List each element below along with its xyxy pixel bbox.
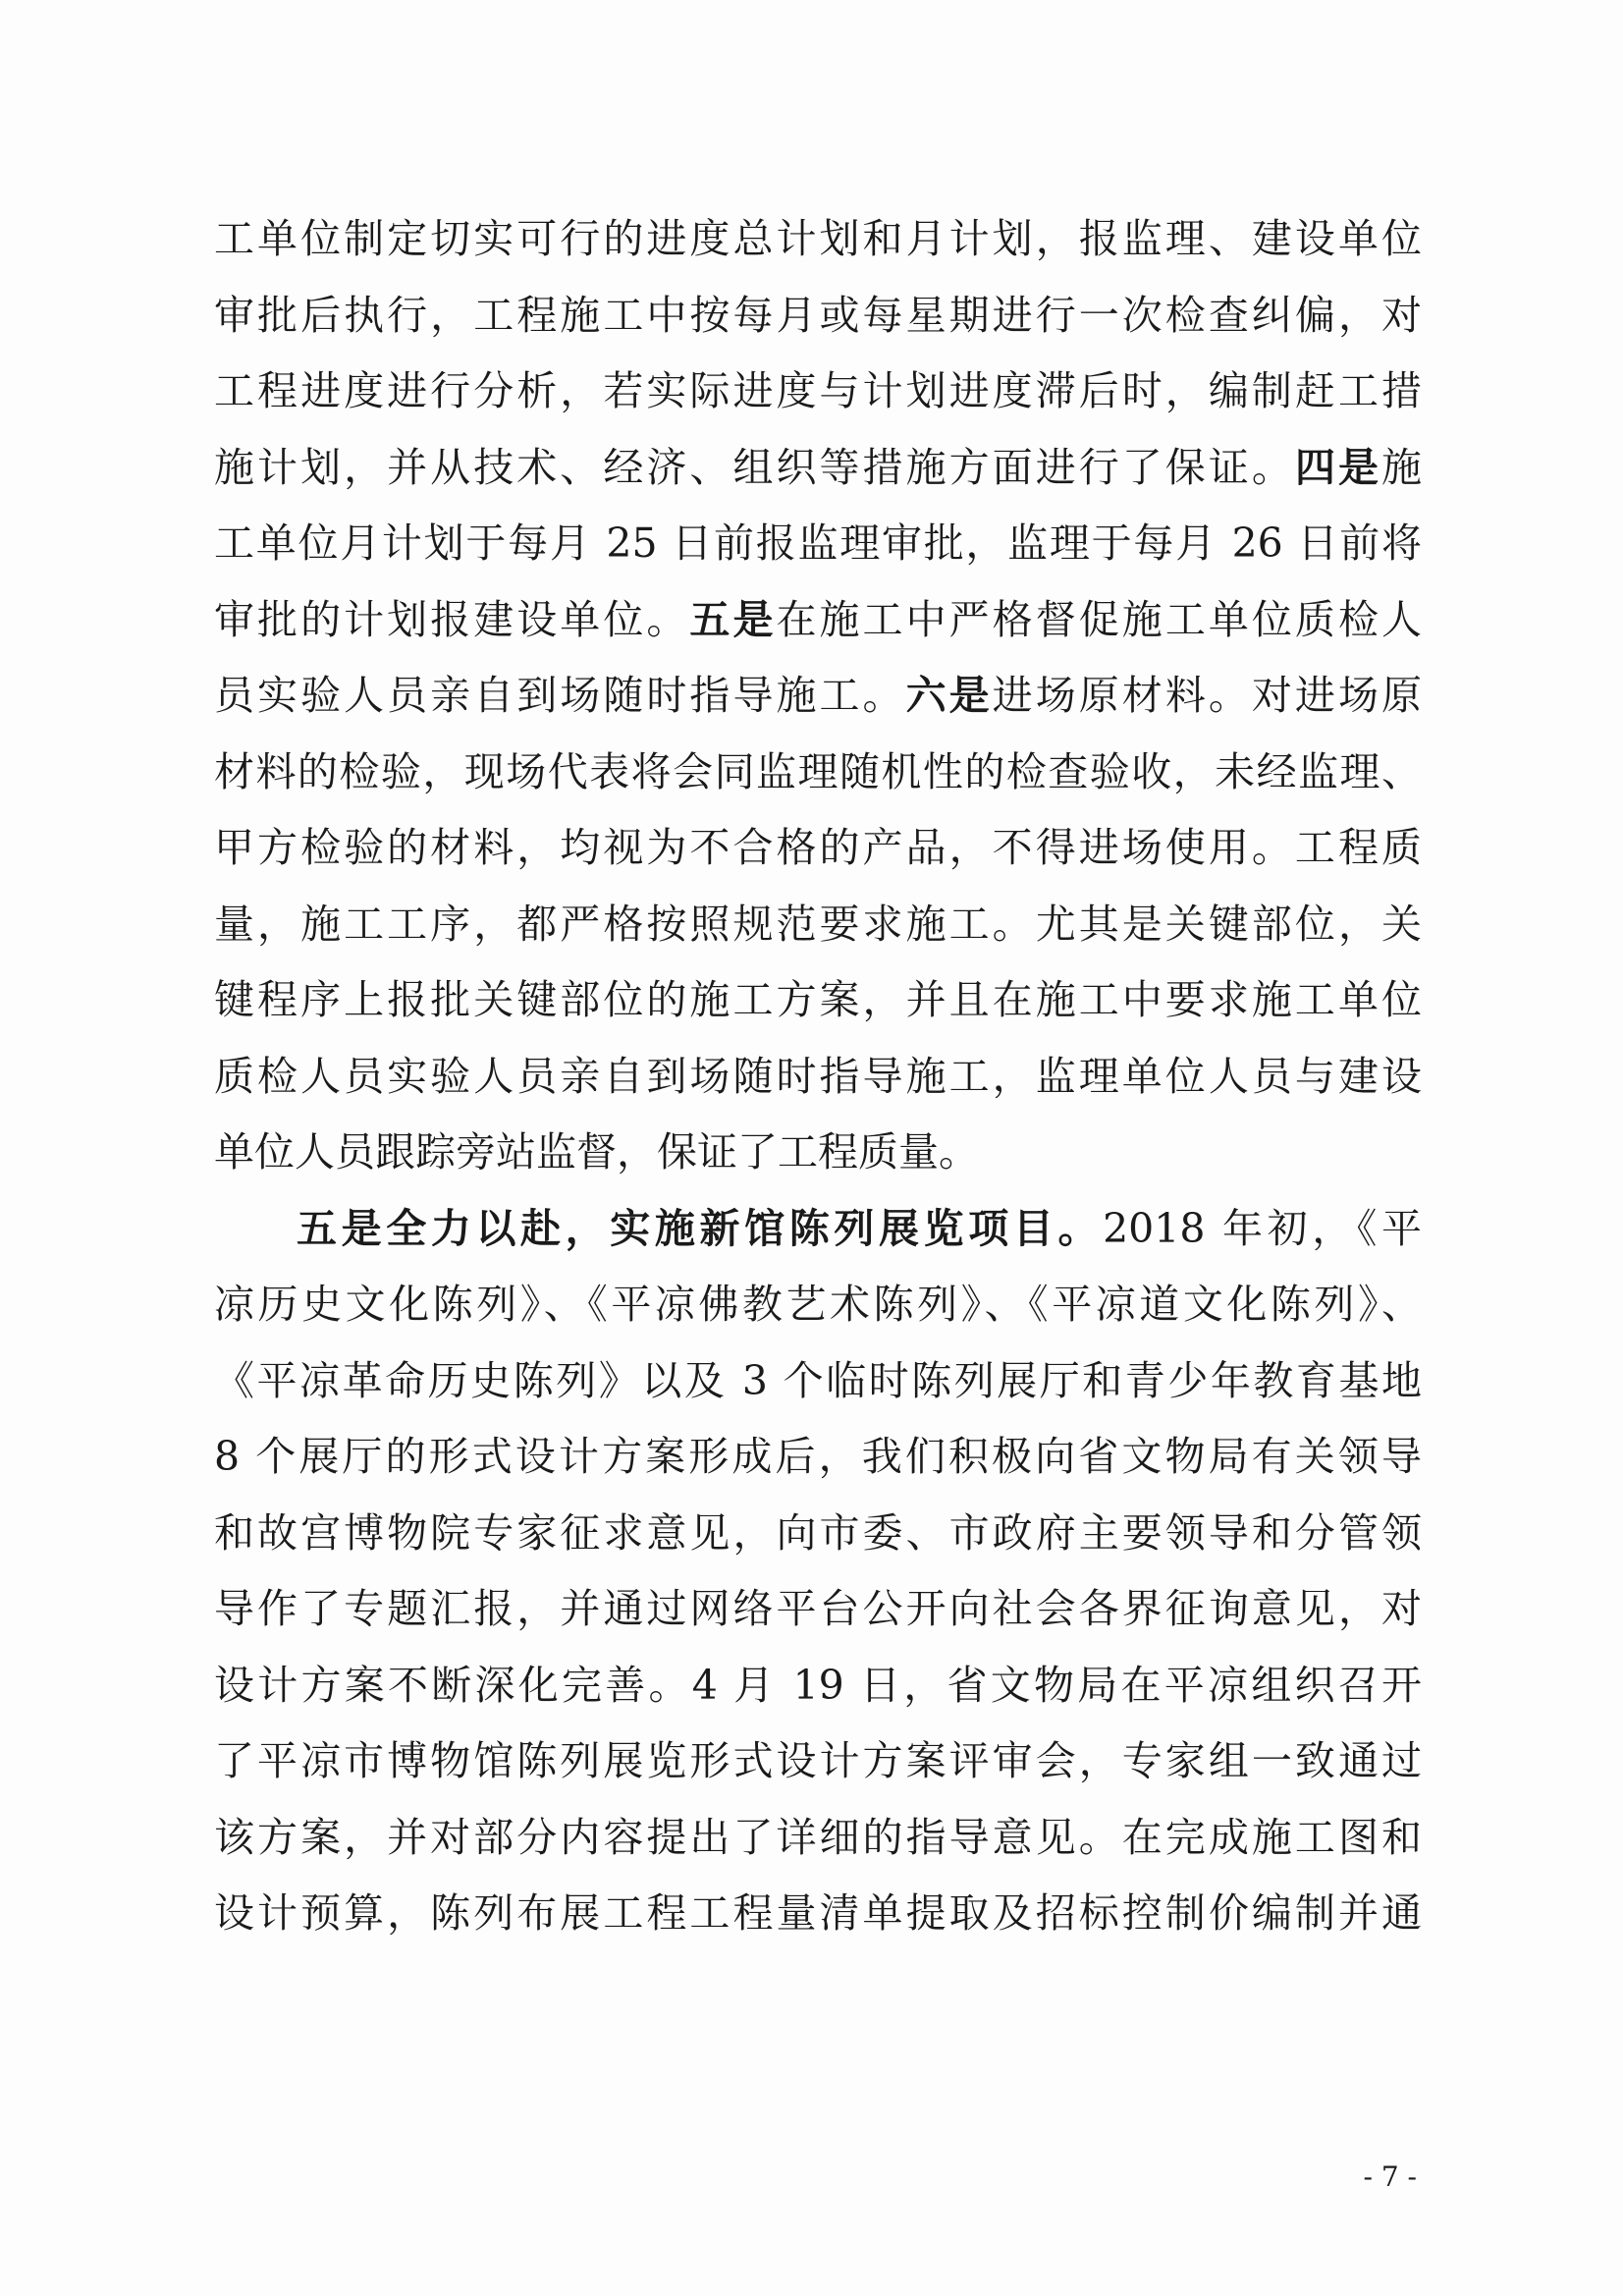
text-line-19: 导作了专题汇报，并通过网络平台公开向社会各界征询意见，对: [214, 1585, 1422, 1632]
text-line-6: 审批的计划报建设单位。五是在施工中严格督促施工单位质检人: [214, 595, 1423, 643]
text-line-23: 设计预算，陈列布展工程工程量清单提取及招标控制价编制并通: [214, 1889, 1422, 1937]
text-line-7: 员实验人员亲自到场随时指导施工。六是进场原材料。对进场原: [214, 672, 1423, 719]
text-line-22: 该方案，并对部分内容提出了详细的指导意见。在完成施工图和: [214, 1813, 1422, 1861]
text-line-15: 凉历史文化陈列》、《平凉佛教艺术陈列》、《平凉道文化陈列》、: [214, 1281, 1422, 1328]
text-line-3: 工程进度进行分析，若实际进度与计划进度滞后时，编制赶工措: [214, 367, 1422, 414]
text-line-4: 施计划，并从技术、经济、组织等措施方面进行了保证。四是施: [214, 443, 1423, 491]
text-line-12: 质检人员实验人员亲自到场随时指导施工，监理单位人员与建设: [214, 1052, 1422, 1100]
section-heading: 五是全力以赴，实施新馆陈列展览项目。: [297, 1204, 1104, 1252]
text-line-2: 审批后执行，工程施工中按每月或每星期进行一次检查纠偏，对: [214, 291, 1422, 339]
body-text: [214, 201, 1422, 1952]
text-line-11: 键程序上报批关键部位的施工方案，并且在施工中要求施工单位: [214, 976, 1422, 1023]
bold-phrase: 六是: [905, 672, 993, 719]
bold-phrase: 五是: [689, 595, 777, 643]
text-line-14: 五是全力以赴，实施新馆陈列展览项目。2018 年初，《平: [297, 1204, 1423, 1252]
text-line-18: 和故宫博物院专家征求意见，向市委、市政府主要领导和分管领: [214, 1508, 1422, 1557]
text-line-13: 单位人员跟踪旁站监督，保证了工程质量。: [214, 1128, 979, 1175]
text-line-21: 了平凉市博物馆陈列展览形式设计方案评审会，专家组一致通过: [214, 1737, 1422, 1784]
text-line-1: 工单位制定切实可行的进度总计划和月计划，报监理、建设单位: [214, 215, 1422, 262]
text-line-17: 8 个展厅的形式设计方案形成后，我们积极向省文物局有关领导: [214, 1433, 1422, 1480]
text-line-5: 工单位月计划于每月 25 日前报监理审批，监理于每月 26 日前将: [214, 519, 1422, 567]
text-line-8: 材料的检验，现场代表将会同监理随机性的检查验收，未经监理、: [214, 747, 1422, 795]
text-line-10: 量，施工工序，都严格按照规范要求施工。尤其是关键部位，关: [214, 900, 1422, 948]
text-line-20: 设计方案不断深化完善。4 月 19 日，省文物局在平凉组织召开: [214, 1661, 1422, 1709]
text-line-9: 甲方检验的材料，均视为不合格的产品，不得进场使用。工程质: [214, 824, 1422, 871]
page-number: - 7 -: [1363, 2160, 1417, 2193]
text-line-16: 《平凉革命历史陈列》以及 3 个临时陈列展厅和青少年教育基地: [214, 1356, 1422, 1404]
bold-phrase: 四是: [1294, 443, 1382, 491]
